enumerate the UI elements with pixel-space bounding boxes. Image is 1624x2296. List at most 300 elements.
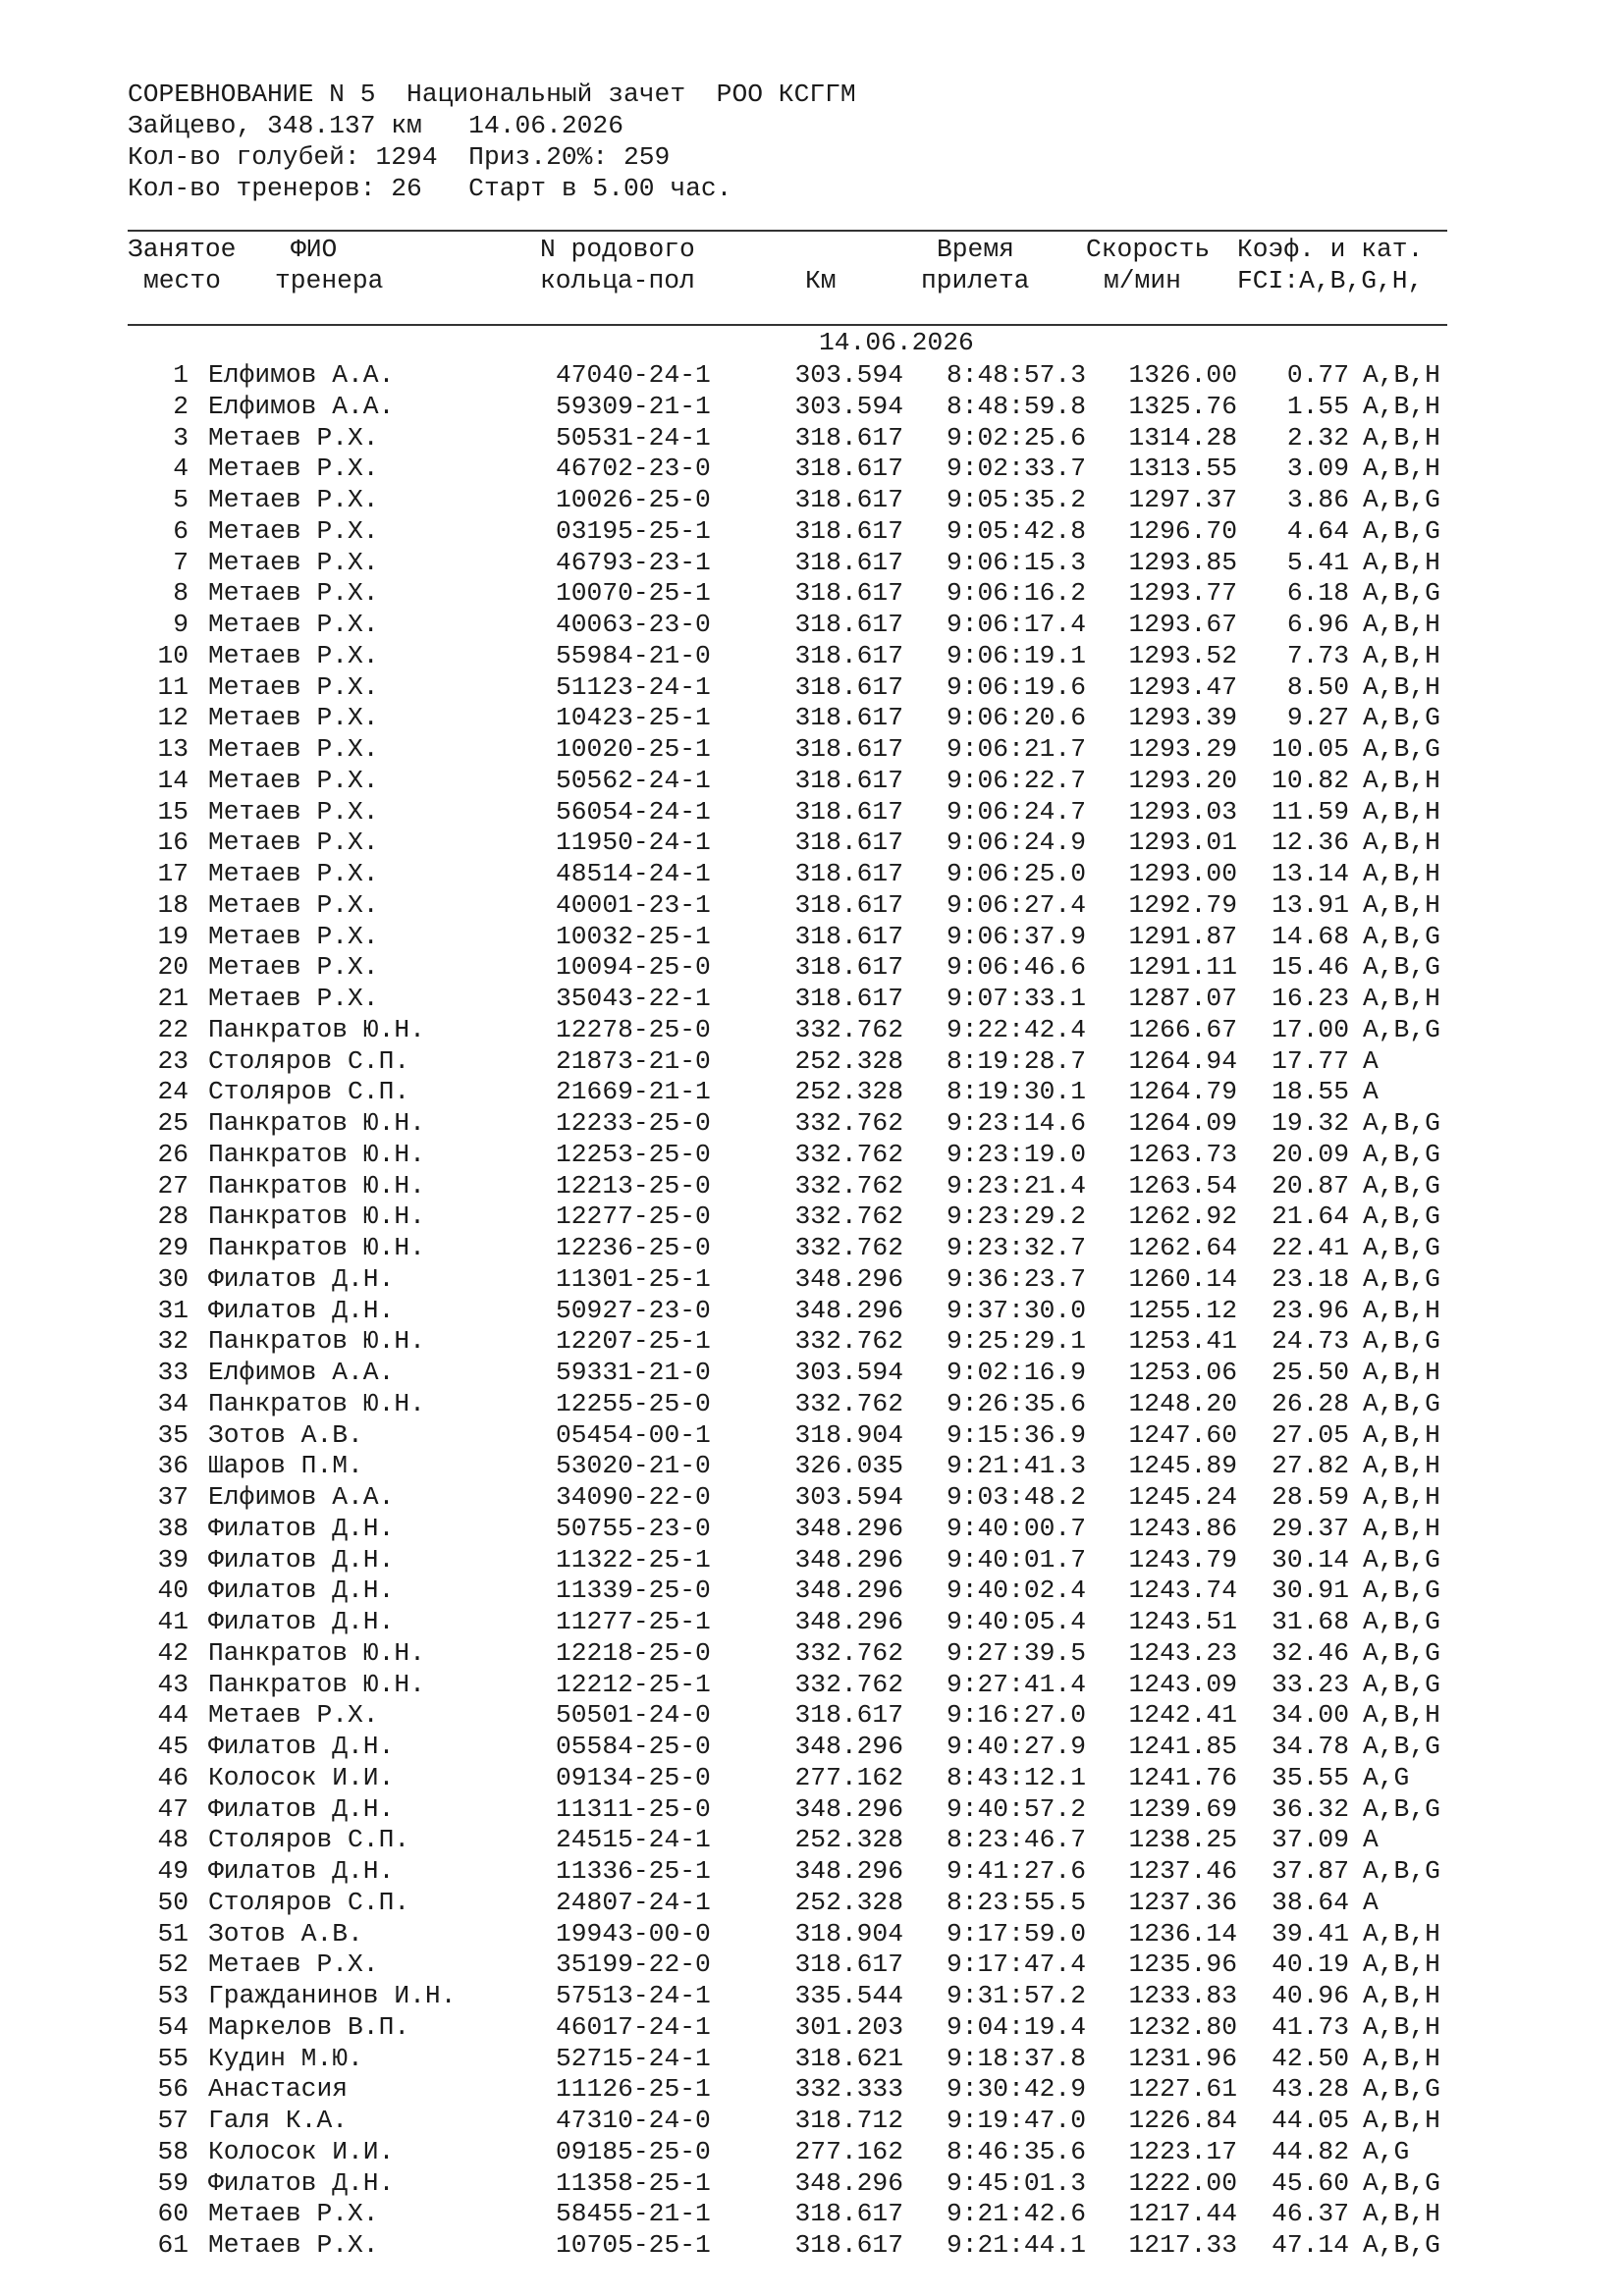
cell-coef: 5.41 [1286, 547, 1349, 577]
cell-ring: 11336-25-1 [556, 1856, 711, 1886]
cell-time: 9:06:22.7 [946, 765, 1086, 795]
cell-ring: 47040-24-1 [556, 360, 711, 390]
cell-km: 318.617 [794, 952, 903, 983]
cell-km: 318.617 [794, 671, 903, 702]
cell-km: 318.617 [794, 422, 903, 453]
cell-category: A [1363, 1887, 1379, 1917]
cell-ring: 12255-25-0 [556, 1388, 711, 1418]
cell-place: 52 [157, 1949, 189, 1980]
cell-ring: 11339-25-0 [556, 1575, 711, 1606]
cell-ring: 56054-24-1 [556, 796, 711, 827]
cell-ring: 10094-25-0 [556, 952, 711, 983]
trainer-count: Кол-во тренеров: 26 Старт в 5.00 час. [128, 174, 732, 203]
cell-place: 13 [157, 734, 189, 764]
cell-ring: 12233-25-0 [556, 1108, 711, 1138]
cell-place: 56 [157, 2074, 189, 2105]
cell-place: 35 [157, 1419, 189, 1450]
cell-coef: 21.64 [1272, 1201, 1349, 1232]
cell-place: 48 [157, 1825, 189, 1855]
cell-coef: 3.09 [1286, 454, 1349, 484]
cell-km: 318.617 [794, 1949, 903, 1980]
cell-coef: 40.96 [1272, 1981, 1349, 2010]
cell-coef: 8.50 [1286, 671, 1349, 702]
cell-category: A,B,H [1363, 391, 1440, 421]
cell-time: 9:06:46.6 [946, 952, 1086, 983]
cell-trainer: Метаев Р.Х. [208, 1949, 379, 1980]
cell-place: 37 [157, 1482, 189, 1512]
cell-coef: 40.19 [1272, 1949, 1349, 1980]
cell-ring: 11301-25-1 [556, 1263, 711, 1294]
cell-category: A,B,H [1363, 360, 1440, 390]
cell-km: 252.328 [794, 1045, 903, 1076]
cell-ring: 09134-25-0 [556, 1762, 711, 1792]
cell-time: 9:06:25.0 [946, 859, 1086, 888]
cell-time: 9:31:57.2 [946, 1981, 1086, 2010]
cell-speed: 1243.09 [1128, 1669, 1237, 1699]
cell-time: 9:30:42.9 [946, 2074, 1086, 2105]
cell-trainer: Филатов Д.Н. [208, 2167, 395, 2198]
cell-trainer: Колосок И.И. [208, 2136, 395, 2166]
cell-ring: 03195-25-1 [556, 515, 711, 546]
cell-time: 9:02:33.7 [946, 454, 1086, 484]
cell-speed: 1287.07 [1128, 984, 1237, 1013]
cell-time: 9:45:01.3 [946, 2167, 1086, 2198]
cell-coef: 44.05 [1272, 2106, 1349, 2135]
cell-category: A,B,H [1363, 671, 1440, 702]
cell-ring: 48514-24-1 [556, 859, 711, 888]
cell-place: 21 [157, 984, 189, 1013]
cell-coef: 32.46 [1272, 1637, 1349, 1668]
cell-time: 9:25:29.1 [946, 1326, 1086, 1357]
cell-km: 332.762 [794, 1637, 903, 1668]
cell-coef: 18.55 [1272, 1077, 1349, 1107]
cell-time: 8:23:55.5 [946, 1887, 1086, 1917]
cell-place: 42 [157, 1637, 189, 1668]
cell-ring: 35043-22-1 [556, 984, 711, 1013]
cell-place: 58 [157, 2136, 189, 2166]
cell-speed: 1241.85 [1128, 1732, 1237, 1761]
cell-time: 9:40:05.4 [946, 1607, 1086, 1636]
cell-trainer: Метаев Р.Х. [208, 640, 379, 670]
cell-speed: 1245.24 [1128, 1482, 1237, 1512]
cell-coef: 19.32 [1272, 1108, 1349, 1138]
cell-time: 9:06:24.9 [946, 828, 1086, 858]
top-rule [128, 230, 1447, 232]
cell-coef: 23.18 [1272, 1263, 1349, 1294]
cell-speed: 1293.47 [1128, 671, 1237, 702]
cell-time: 9:19:47.0 [946, 2106, 1086, 2135]
cell-time: 9:02:16.9 [946, 1358, 1086, 1387]
cell-time: 9:16:27.0 [946, 1700, 1086, 1731]
cell-trainer: Елфимов А.А. [208, 1482, 395, 1512]
cell-category: A,B,H [1363, 1949, 1440, 1980]
cell-trainer: Метаев Р.Х. [208, 984, 379, 1013]
cell-time: 9:17:59.0 [946, 1918, 1086, 1949]
cell-place: 16 [157, 828, 189, 858]
cell-km: 332.762 [794, 1139, 903, 1169]
cell-place: 51 [157, 1918, 189, 1949]
cell-ring: 11950-24-1 [556, 828, 711, 858]
cell-km: 318.617 [794, 765, 903, 795]
cell-ring: 24807-24-1 [556, 1887, 711, 1917]
cell-speed: 1238.25 [1128, 1825, 1237, 1855]
cell-category: A,B,G [1363, 1669, 1440, 1699]
cell-speed: 1243.86 [1128, 1513, 1237, 1543]
cell-ring: 12277-25-0 [556, 1201, 711, 1232]
cell-coef: 43.28 [1272, 2074, 1349, 2105]
cell-time: 9:26:35.6 [946, 1388, 1086, 1418]
cell-speed: 1253.41 [1128, 1326, 1237, 1357]
cell-category: A,B,G [1363, 1637, 1440, 1668]
cell-km: 332.762 [794, 1108, 903, 1138]
cell-speed: 1264.09 [1128, 1108, 1237, 1138]
cell-trainer: Панкратов Ю.Н. [208, 1170, 425, 1201]
cell-ring: 12207-25-1 [556, 1326, 711, 1357]
cell-trainer: Метаев Р.Х. [208, 2230, 379, 2260]
cell-trainer: Филатов Д.Н. [208, 1856, 395, 1886]
cell-ring: 50531-24-1 [556, 422, 711, 453]
cell-km: 348.296 [794, 1856, 903, 1886]
cell-time: 9:37:30.0 [946, 1295, 1086, 1325]
cell-category: A,B,H [1363, 422, 1440, 453]
cell-place: 60 [157, 2199, 189, 2229]
cell-ring: 10020-25-1 [556, 734, 711, 764]
cell-ring: 50755-23-0 [556, 1513, 711, 1543]
cell-coef: 22.41 [1272, 1233, 1349, 1262]
cell-ring: 11277-25-1 [556, 1607, 711, 1636]
cell-km: 277.162 [794, 1762, 903, 1792]
cell-coef: 13.91 [1272, 889, 1349, 920]
cell-ring: 11358-25-1 [556, 2167, 711, 2198]
cell-trainer: Филатов Д.Н. [208, 1544, 395, 1575]
cell-ring: 19943-00-0 [556, 1918, 711, 1949]
cell-place: 32 [157, 1326, 189, 1357]
col-time-1: Время [937, 235, 1014, 264]
cell-km: 303.594 [794, 1358, 903, 1387]
cell-speed: 1325.76 [1128, 391, 1237, 421]
cell-coef: 9.27 [1286, 703, 1349, 733]
cell-place: 24 [157, 1077, 189, 1107]
cell-km: 318.712 [794, 2106, 903, 2135]
cell-place: 27 [157, 1170, 189, 1201]
cell-place: 20 [157, 952, 189, 983]
cell-km: 332.762 [794, 1388, 903, 1418]
cell-ring: 11311-25-0 [556, 1793, 711, 1824]
cell-category: A,G [1363, 2136, 1410, 2166]
cell-coef: 0.77 [1286, 360, 1349, 390]
cell-place: 6 [173, 515, 189, 546]
cell-coef: 20.09 [1272, 1139, 1349, 1169]
cell-ring: 52715-24-1 [556, 2043, 711, 2073]
cell-km: 318.617 [794, 2230, 903, 2260]
cell-km: 348.296 [794, 1544, 903, 1575]
col-name-2: тренера [275, 266, 384, 295]
cell-category: A,B,G [1363, 703, 1440, 733]
cell-trainer: Филатов Д.Н. [208, 1732, 395, 1761]
cell-trainer: Метаев Р.Х. [208, 859, 379, 888]
cell-trainer: Зотов А.В. [208, 1419, 363, 1450]
cell-speed: 1243.51 [1128, 1607, 1237, 1636]
cell-time: 9:23:32.7 [946, 1233, 1086, 1262]
cell-speed: 1237.46 [1128, 1856, 1237, 1886]
cell-coef: 13.14 [1272, 859, 1349, 888]
col-speed-2: м/мин [1104, 266, 1181, 295]
cell-category: A [1363, 1077, 1379, 1107]
cell-category: A,B,H [1363, 1482, 1440, 1512]
cell-category: A,B,G [1363, 1108, 1440, 1138]
cell-km: 332.333 [794, 2074, 903, 2105]
cell-category: A,B,G [1363, 1326, 1440, 1357]
cell-place: 8 [173, 578, 189, 609]
cell-coef: 2.32 [1286, 422, 1349, 453]
cell-category: A,B,G [1363, 1793, 1440, 1824]
cell-coef: 16.23 [1272, 984, 1349, 1013]
cell-time: 9:23:29.2 [946, 1201, 1086, 1232]
cell-ring: 10026-25-0 [556, 485, 711, 514]
col-coef-1: Коэф. и кат. [1237, 235, 1424, 264]
cell-km: 348.296 [794, 1295, 903, 1325]
cell-trainer: Филатов Д.Н. [208, 1575, 395, 1606]
cell-ring: 47310-24-0 [556, 2106, 711, 2135]
cell-place: 26 [157, 1139, 189, 1169]
cell-speed: 1297.37 [1128, 485, 1237, 514]
cell-place: 10 [157, 640, 189, 670]
cell-place: 46 [157, 1762, 189, 1792]
cell-km: 318.617 [794, 578, 903, 609]
cell-ring: 50927-23-0 [556, 1295, 711, 1325]
cell-trainer: Елфимов А.А. [208, 360, 395, 390]
cell-trainer: Метаев Р.Х. [208, 952, 379, 983]
cell-km: 332.762 [794, 1170, 903, 1201]
cell-ring: 21873-21-0 [556, 1045, 711, 1076]
cell-coef: 25.50 [1272, 1358, 1349, 1387]
cell-time: 9:27:39.5 [946, 1637, 1086, 1668]
cell-speed: 1293.01 [1128, 828, 1237, 858]
cell-place: 29 [157, 1233, 189, 1262]
cell-place: 54 [157, 2011, 189, 2042]
cell-coef: 11.59 [1272, 796, 1349, 827]
cell-trainer: Метаев Р.Х. [208, 889, 379, 920]
cell-time: 9:18:37.8 [946, 2043, 1086, 2073]
col-place-1: Занятое [128, 235, 237, 264]
cell-coef: 27.05 [1272, 1419, 1349, 1450]
cell-coef: 7.73 [1286, 640, 1349, 670]
cell-trainer: Панкратов Ю.Н. [208, 1233, 425, 1262]
cell-km: 318.617 [794, 921, 903, 951]
cell-category: A,B,G [1363, 1607, 1440, 1636]
cell-category: A [1363, 1045, 1379, 1076]
cell-time: 9:05:42.8 [946, 515, 1086, 546]
cell-coef: 47.14 [1272, 2230, 1349, 2260]
cell-trainer: Галя К.А. [208, 2106, 349, 2135]
cell-place: 19 [157, 921, 189, 951]
cell-coef: 27.82 [1272, 1451, 1349, 1481]
cell-category: A,B,G [1363, 952, 1440, 983]
cell-km: 252.328 [794, 1825, 903, 1855]
cell-coef: 6.96 [1286, 610, 1349, 639]
cell-place: 9 [173, 610, 189, 639]
col-name-1: ФИО [291, 235, 338, 264]
cell-km: 348.296 [794, 1732, 903, 1761]
cell-km: 318.617 [794, 454, 903, 484]
cell-trainer: Метаев Р.Х. [208, 828, 379, 858]
cell-speed: 1239.69 [1128, 1793, 1237, 1824]
cell-coef: 34.00 [1272, 1700, 1349, 1731]
cell-speed: 1262.92 [1128, 1201, 1237, 1232]
cell-coef: 29.37 [1272, 1513, 1349, 1543]
cell-time: 9:06:16.2 [946, 578, 1086, 609]
cell-speed: 1236.14 [1128, 1918, 1237, 1949]
cell-speed: 1313.55 [1128, 454, 1237, 484]
cell-coef: 20.87 [1272, 1170, 1349, 1201]
cell-time: 8:43:12.1 [946, 1762, 1086, 1792]
cell-place: 55 [157, 2043, 189, 2073]
cell-speed: 1241.76 [1128, 1762, 1237, 1792]
cell-speed: 1291.87 [1128, 921, 1237, 951]
cell-trainer: Зотов А.В. [208, 1918, 363, 1949]
cell-speed: 1326.00 [1128, 360, 1237, 390]
cell-trainer: Панкратов Ю.Н. [208, 1637, 425, 1668]
header-bottom-rule [128, 324, 1447, 326]
cell-km: 332.762 [794, 1201, 903, 1232]
cell-category: A [1363, 1825, 1379, 1855]
cell-trainer: Филатов Д.Н. [208, 1295, 395, 1325]
cell-ring: 46702-23-0 [556, 454, 711, 484]
cell-category: A,B,G [1363, 2167, 1440, 2198]
cell-ring: 59309-21-1 [556, 391, 711, 421]
cell-speed: 1291.11 [1128, 952, 1237, 983]
cell-trainer: Столяров С.П. [208, 1077, 410, 1107]
cell-time: 9:40:27.9 [946, 1732, 1086, 1761]
col-coef-2: FCI:A,B,G,H, [1237, 266, 1424, 295]
cell-km: 318.617 [794, 2199, 903, 2229]
cell-trainer: Метаев Р.Х. [208, 578, 379, 609]
cell-ring: 12218-25-0 [556, 1637, 711, 1668]
cell-coef: 44.82 [1272, 2136, 1349, 2166]
cell-time: 9:27:41.4 [946, 1669, 1086, 1699]
cell-coef: 23.96 [1272, 1295, 1349, 1325]
cell-speed: 1266.67 [1128, 1014, 1237, 1044]
cell-category: A,B,G [1363, 1575, 1440, 1606]
cell-place: 50 [157, 1887, 189, 1917]
cell-coef: 4.64 [1286, 515, 1349, 546]
cell-trainer: Филатов Д.Н. [208, 1263, 395, 1294]
cell-coef: 45.60 [1272, 2167, 1349, 2198]
cell-speed: 1293.00 [1128, 859, 1237, 888]
cell-ring: 55984-21-0 [556, 640, 711, 670]
cell-place: 33 [157, 1358, 189, 1387]
cell-place: 45 [157, 1732, 189, 1761]
cell-trainer: Филатов Д.Н. [208, 1793, 395, 1824]
location-date: Зайцево, 348.137 км 14.06.2026 [128, 111, 623, 140]
cell-km: 332.762 [794, 1014, 903, 1044]
cell-time: 8:23:46.7 [946, 1825, 1086, 1855]
cell-time: 9:06:37.9 [946, 921, 1086, 951]
cell-place: 17 [157, 859, 189, 888]
cell-trainer: Гражданинов И.Н. [208, 1981, 457, 2010]
cell-speed: 1231.96 [1128, 2043, 1237, 2073]
cell-speed: 1235.96 [1128, 1949, 1237, 1980]
cell-category: A,B,G [1363, 485, 1440, 514]
cell-coef: 12.36 [1272, 828, 1349, 858]
cell-place: 34 [157, 1388, 189, 1418]
cell-speed: 1222.00 [1128, 2167, 1237, 2198]
cell-km: 252.328 [794, 1887, 903, 1917]
cell-speed: 1247.60 [1128, 1419, 1237, 1450]
cell-category: A,B,H [1363, 828, 1440, 858]
col-ring-1: N родового [540, 235, 695, 264]
cell-km: 318.617 [794, 515, 903, 546]
cell-ring: 57513-24-1 [556, 1981, 711, 2010]
cell-speed: 1293.52 [1128, 640, 1237, 670]
cell-ring: 10423-25-1 [556, 703, 711, 733]
cell-trainer: Метаев Р.Х. [208, 796, 379, 827]
cell-place: 3 [173, 422, 189, 453]
cell-coef: 17.77 [1272, 1045, 1349, 1076]
cell-ring: 12236-25-0 [556, 1233, 711, 1262]
cell-time: 9:21:41.3 [946, 1451, 1086, 1481]
cell-category: A,B,H [1363, 2043, 1440, 2073]
cell-speed: 1293.03 [1128, 796, 1237, 827]
cell-ring: 10705-25-1 [556, 2230, 711, 2260]
cell-category: A,B,H [1363, 547, 1440, 577]
cell-km: 318.617 [794, 734, 903, 764]
cell-trainer: Елфимов А.А. [208, 1358, 395, 1387]
cell-coef: 15.46 [1272, 952, 1349, 983]
cell-ring: 12212-25-1 [556, 1669, 711, 1699]
cell-place: 47 [157, 1793, 189, 1824]
cell-trainer: Метаев Р.Х. [208, 734, 379, 764]
cell-km: 318.617 [794, 485, 903, 514]
cell-trainer: Панкратов Ю.Н. [208, 1326, 425, 1357]
cell-category: A,B,G [1363, 1732, 1440, 1761]
cell-km: 277.162 [794, 2136, 903, 2166]
cell-km: 332.762 [794, 1326, 903, 1357]
cell-place: 1 [173, 360, 189, 390]
cell-place: 40 [157, 1575, 189, 1606]
cell-place: 38 [157, 1513, 189, 1543]
cell-place: 44 [157, 1700, 189, 1731]
cell-place: 39 [157, 1544, 189, 1575]
cell-time: 9:17:47.4 [946, 1949, 1086, 1980]
cell-ring: 12253-25-0 [556, 1139, 711, 1169]
cell-time: 9:06:20.6 [946, 703, 1086, 733]
cell-speed: 1217.44 [1128, 2199, 1237, 2229]
cell-ring: 50501-24-0 [556, 1700, 711, 1731]
cell-place: 28 [157, 1201, 189, 1232]
cell-trainer: Кудин М.Ю. [208, 2043, 363, 2073]
cell-coef: 34.78 [1272, 1732, 1349, 1761]
cell-category: A,B,G [1363, 1233, 1440, 1262]
cell-ring: 46017-24-1 [556, 2011, 711, 2042]
cell-ring: 46793-23-1 [556, 547, 711, 577]
cell-place: 25 [157, 1108, 189, 1138]
cell-km: 318.617 [794, 859, 903, 888]
cell-coef: 38.64 [1272, 1887, 1349, 1917]
cell-time: 9:40:57.2 [946, 1793, 1086, 1824]
cell-time: 9:02:25.6 [946, 422, 1086, 453]
cell-trainer: Елфимов А.А. [208, 391, 395, 421]
cell-time: 9:21:42.6 [946, 2199, 1086, 2229]
cell-place: 43 [157, 1669, 189, 1699]
cell-speed: 1264.79 [1128, 1077, 1237, 1107]
cell-trainer: Маркелов В.П. [208, 2011, 410, 2042]
cell-km: 335.544 [794, 1981, 903, 2010]
cell-coef: 26.28 [1272, 1388, 1349, 1418]
cell-km: 318.617 [794, 640, 903, 670]
cell-coef: 10.05 [1272, 734, 1349, 764]
cell-speed: 1253.06 [1128, 1358, 1237, 1387]
